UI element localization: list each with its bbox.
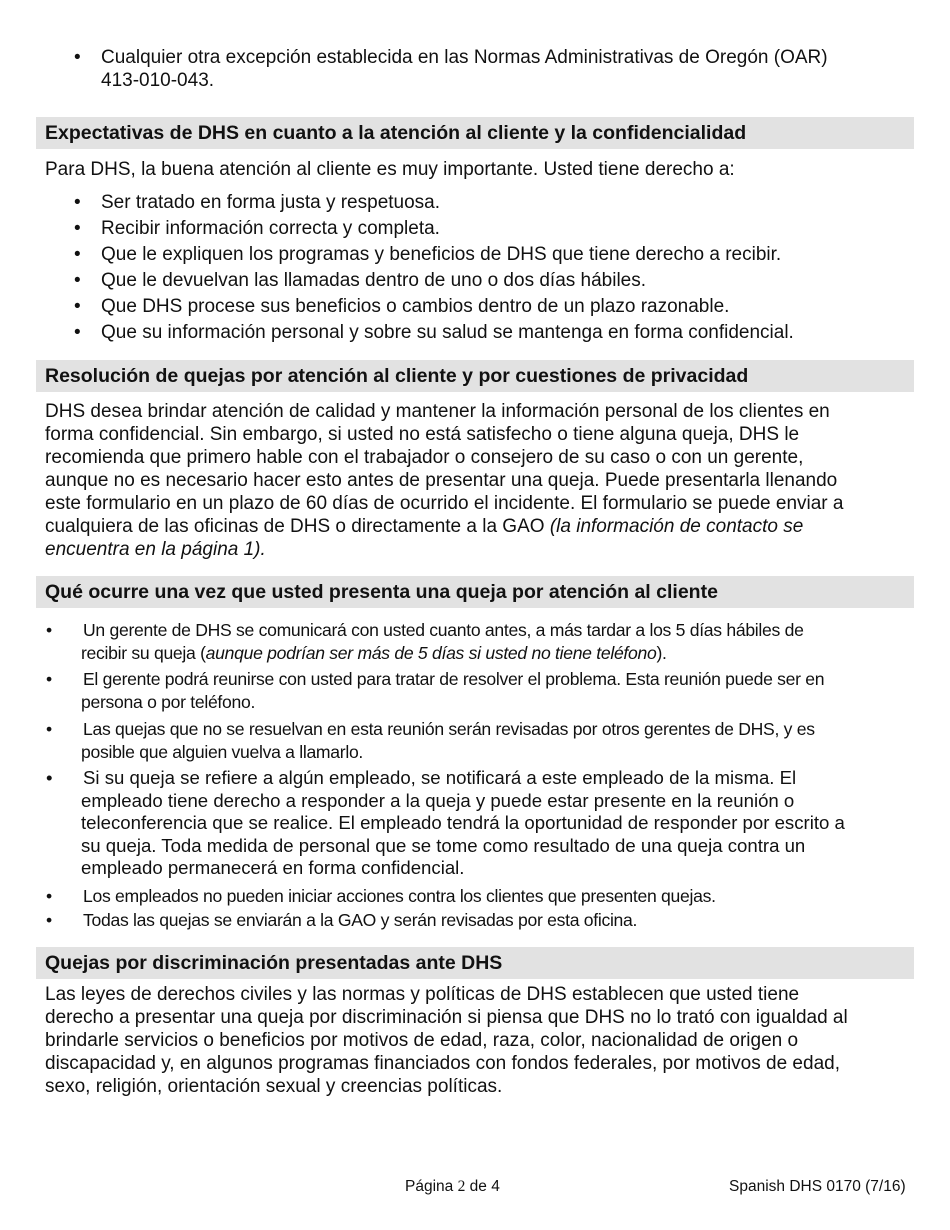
list-item-text: El gerente podrá reunirse con usted para tratar de resolver el problema. Esta reunión puede ser en <box>83 669 825 689</box>
paragraph-italic-text: encuentra en la página 1) <box>45 539 261 560</box>
list-item-text: Si su queja se refiere a algún empleado, se notificará a este empleado de la misma. El <box>83 767 797 788</box>
list-item-text: su queja. Toda medida de personal que se tome como resultado de una queja contra un <box>81 834 806 856</box>
list-item-text: Los empleados no pueden iniciar acciones contra los clientes que presenten quejas. <box>83 886 716 906</box>
list-item-text: Las quejas que no se resuelvan en esta reunión serán revisadas por otros gerentes de DHS, y es <box>83 719 815 739</box>
section-heading <box>36 117 914 149</box>
page-current: 2 <box>457 1178 466 1195</box>
list-item-text: 413-010-043. <box>101 70 215 91</box>
list-item-text: teleconferencia que se realice. El empleado tendrá la oportunidad de responder por escrito a <box>81 812 845 833</box>
paragraph-line: sexo, religión, orientación sexual y creencias políticas. <box>45 1076 503 1097</box>
section-title: Qué ocurre una vez que usted presenta una queja por atención al cliente <box>45 581 718 603</box>
paragraph-line: este formulario en un plazo de 60 días de ocurrido el incidente. El formulario se puede enviar a <box>45 493 844 514</box>
bullet: • <box>74 296 81 317</box>
list-item-italic-text: aunque podrían ser más de 5 días si usted no tiene teléfono <box>205 642 657 663</box>
paragraph-line: aunque no es necesario hacer esto antes de presentar una queja. Puede presentarla llenando <box>45 470 838 491</box>
section-heading <box>36 947 914 979</box>
bullet: • <box>46 669 52 689</box>
paragraph-line: recomienda que primero hable con el trabajador o consejero de su caso o con un gerente, <box>45 447 804 468</box>
paragraph <box>45 400 915 561</box>
list-item-text: Cualquier otra excepción establecida en las Normas Administrativas de Oregón (OAR) <box>101 47 828 68</box>
paragraph-line: brindarle servicios o beneficios por motivos de edad, raza, color, nacionalidad de origen o <box>45 1030 799 1051</box>
page-total: 4 <box>491 1178 500 1195</box>
list-item-text: posible que alguien vuelva a llamarlo. <box>81 741 364 762</box>
list-item-text: ). <box>656 642 667 663</box>
paragraph-line <box>45 515 915 538</box>
paragraph-line: Para DHS, la buena atención al cliente es muy importante. Usted tiene derecho a: <box>45 159 735 180</box>
bullet: • <box>46 767 53 788</box>
bullet: • <box>46 910 52 930</box>
bullet: • <box>74 244 81 265</box>
paragraph-text: . <box>260 539 266 560</box>
section-heading <box>36 360 914 392</box>
paragraph-line: discapacidad y, en algunos programas financiados con fondos federales, por motivos de edad, <box>45 1053 840 1074</box>
bullet: • <box>46 620 52 640</box>
form-id: Spanish DHS 0170 (7/16) <box>729 1178 906 1195</box>
list-item-text: empleado tiene derecho a responder a la queja y puede estar presente en la reunión o <box>81 789 795 811</box>
section-title: Expectativas de DHS en cuanto a la atención al cliente y la confidencialidad <box>45 122 747 144</box>
bullet: • <box>46 886 52 906</box>
section-intro <box>45 158 915 181</box>
paragraph-line: derecho a presentar una queja por discriminación si piensa que DHS no lo trató con igualdad al <box>45 1007 848 1028</box>
list-item-text: Todas las quejas se enviarán a la GAO y serán revisadas por esta oficina. <box>83 910 638 930</box>
bullet: • <box>74 270 81 291</box>
list-item-text: Que su información personal y sobre su salud se mantenga en forma confidencial. <box>101 322 794 343</box>
list-item-text <box>81 642 911 665</box>
bullet: • <box>74 322 81 343</box>
bullet: • <box>74 47 81 68</box>
section-title: Resolución de quejas por atención al cliente y por cuestiones de privacidad <box>45 365 749 387</box>
paragraph-line <box>45 538 915 561</box>
list-item-text: recibir su queja ( <box>81 642 206 663</box>
page-number <box>405 1178 500 1196</box>
paragraph-italic-text: (la información de contacto se <box>549 516 804 537</box>
section-heading <box>36 576 914 608</box>
paragraph-line: forma confidencial. Sin embargo, si usted no está satisfecho o tiene alguna queja, DHS le <box>45 424 800 445</box>
bullet: • <box>74 218 81 239</box>
page-separator: de <box>469 1178 487 1195</box>
list-item-text: empleado permanecerá en forma confidencial. <box>81 857 465 878</box>
paragraph-text: cualquiera de las oficinas de DHS o directamente a la GAO <box>45 516 550 537</box>
section-title: Quejas por discriminación presentadas ante DHS <box>45 952 503 974</box>
list-item-text: Ser tratado en forma justa y respetuosa. <box>101 192 441 213</box>
paragraph <box>45 983 915 1098</box>
list-item-text: persona o por teléfono. <box>81 691 256 712</box>
list-item-text: Recibir información correcta y completa. <box>101 218 440 239</box>
paragraph-line: Las leyes de derechos civiles y las normas y políticas de DHS establecen que usted tiene <box>45 984 800 1005</box>
list-item-text: Un gerente de DHS se comunicará con usted cuanto antes, a más tardar a los 5 días hábiles de <box>83 620 804 640</box>
bullet: • <box>46 719 52 739</box>
list-item-text: Que DHS procese sus beneficios o cambios dentro de un plazo razonable. <box>101 296 730 317</box>
list-item-text: Que le expliquen los programas y beneficios de DHS que tiene derecho a recibir. <box>101 244 782 265</box>
list-item-text: Que le devuelvan las llamadas dentro de uno o dos días hábiles. <box>101 270 647 291</box>
bullet: • <box>74 192 81 213</box>
paragraph-line: DHS desea brindar atención de calidad y mantener la información personal de los clientes en <box>45 401 830 422</box>
page-label: Página <box>405 1178 454 1195</box>
